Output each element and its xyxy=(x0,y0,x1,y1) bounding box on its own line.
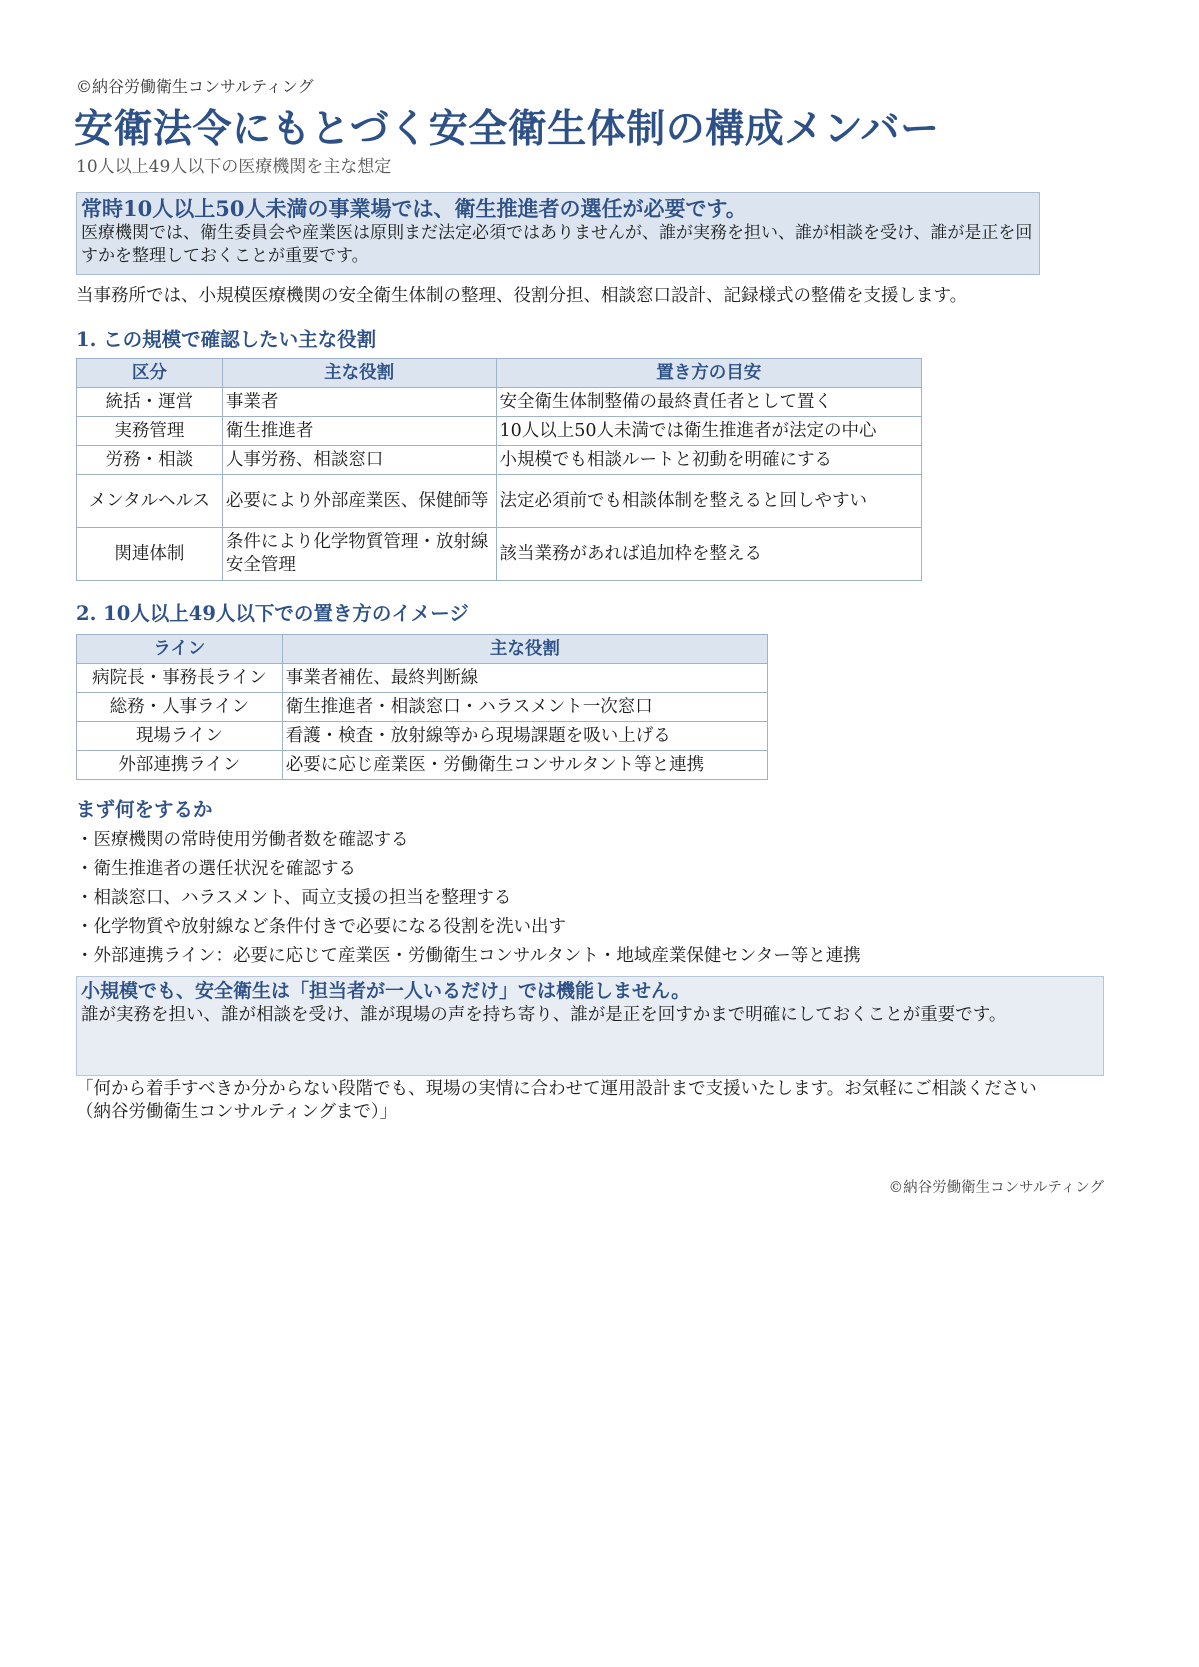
table-row xyxy=(77,528,922,581)
table-cell: 衛生推進者 xyxy=(222,417,496,446)
todo-list xyxy=(76,826,861,971)
table-cell: 必要により外部産業医、保健師等 xyxy=(222,475,496,528)
table-cell: 安全衛生体制整備の最終責任者として置く xyxy=(496,388,921,417)
lines-table xyxy=(76,634,768,780)
roles-table xyxy=(76,358,922,581)
table-cell: メンタルヘルス xyxy=(77,475,223,528)
table-cell: 実務管理 xyxy=(77,417,223,446)
table-cell: 衛生推進者・相談窓口・ハラスメント一次窓口 xyxy=(282,693,767,722)
section2-heading: 2. 10人以上49人以下での置き方のイメージ xyxy=(76,602,469,625)
table-row xyxy=(77,751,768,780)
table-cell: 該当業務があれば追加枠を整える xyxy=(496,528,921,581)
table-cell: 小規模でも相談ルートと初動を明確にする xyxy=(496,446,921,475)
table-cell: 統括・運営 xyxy=(77,388,223,417)
table-row xyxy=(77,417,922,446)
table-row xyxy=(77,722,768,751)
table-cell: 外部連携ライン xyxy=(77,751,283,780)
list-item: ・医療機関の常時使用労働者数を確認する xyxy=(76,830,409,850)
table-row xyxy=(77,446,922,475)
table-row xyxy=(77,693,768,722)
todo-heading: まず何をするか xyxy=(76,798,213,821)
page-subtitle: 10人以上49人以下の医療機関を主な想定 xyxy=(76,157,392,177)
table-cell: 法定必須前でも相談体制を整えると回しやすい xyxy=(496,475,921,528)
column-header: ライン xyxy=(77,635,283,664)
table-cell: 関連体制 xyxy=(77,528,223,581)
quote-line: （納谷労働衛生コンサルティングまで）」 xyxy=(76,1102,398,1122)
table-cell: 事業者 xyxy=(222,388,496,417)
list-item: ・外部連携ライン：必要に応じて産業医・労働衛生コンサルタント・地域産業保健センター等と連携 xyxy=(76,946,861,966)
list-item: ・相談窓口、ハラスメント、両立支援の担当を整理する xyxy=(76,888,512,908)
section1-heading: 1. この規模で確認したい主な役割 xyxy=(76,328,377,351)
table-cell: 条件により化学物質管理・放射線安全管理 xyxy=(222,528,496,581)
table-header-row xyxy=(77,359,922,388)
table-row xyxy=(77,475,922,528)
closing-box xyxy=(76,976,1104,1076)
list-item: ・化学物質や放射線など条件付きで必要になる役割を洗い出す xyxy=(76,917,566,937)
table-cell: 看護・検査・放射線等から現場課題を吸い上げる xyxy=(282,722,767,751)
quote-line: 「何から着手すべきか分からない段階でも、現場の実情に合わせて運用設計まで支援いたします。お気軽にご相談ください xyxy=(76,1079,1037,1099)
table-cell: 労務・相談 xyxy=(77,446,223,475)
notice-headline: 常時10人以上50人未満の事業場では、衛生推進者の選任が必要です。 xyxy=(81,196,747,221)
column-header: 主な役割 xyxy=(222,359,496,388)
column-header: 置き方の目安 xyxy=(496,359,921,388)
table-cell: 事業者補佐、最終判断線 xyxy=(282,664,767,693)
table-cell: 人事労務、相談窓口 xyxy=(222,446,496,475)
table-row xyxy=(77,388,922,417)
table-cell: 病院長・事務長ライン xyxy=(77,664,283,693)
footer-copyright: ©納谷労働衛生コンサルティング xyxy=(888,1180,1104,1196)
header-copyright: ©納谷労働衛生コンサルティング xyxy=(76,77,314,96)
table-row xyxy=(77,664,768,693)
notice-body: 医療機関では、衛生委員会や産業医は原則まだ法定必須ではありませんが、誰が実務を担い、誰が相談を受け、誰が是正を回すかを整理しておくことが重要です。 xyxy=(81,223,1033,266)
closing-headline: 小規模でも、安全衛生は「担当者が一人いるだけ」では機能しません。 xyxy=(81,980,691,1002)
page-title: 安衛法令にもとづく安全衛生体制の構成メンバー xyxy=(74,106,940,152)
closing-body: 誰が実務を担い、誰が相談を受け、誰が現場の声を持ち寄り、誰が是正を回すかまで明確にしておくことが重要です。 xyxy=(81,1005,1007,1025)
table-header-row xyxy=(77,635,768,664)
table-cell: 10人以上50人未満では衛生推進者が法定の中心 xyxy=(496,417,921,446)
table-cell: 総務・人事ライン xyxy=(77,693,283,722)
closing-quote xyxy=(76,1078,1116,1124)
table-cell: 必要に応じ産業医・労働衛生コンサルタント等と連携 xyxy=(282,751,767,780)
notice-box xyxy=(76,192,1040,275)
table-cell: 現場ライン xyxy=(77,722,283,751)
column-header: 区分 xyxy=(77,359,223,388)
intro-text: 当事務所では、小規模医療機関の安全衛生体制の整理、役割分担、相談窓口設計、記録様式の整備を支援します。 xyxy=(76,286,968,306)
list-item: ・衛生推進者の選任状況を確認する xyxy=(76,859,356,879)
column-header: 主な役割 xyxy=(282,635,767,664)
